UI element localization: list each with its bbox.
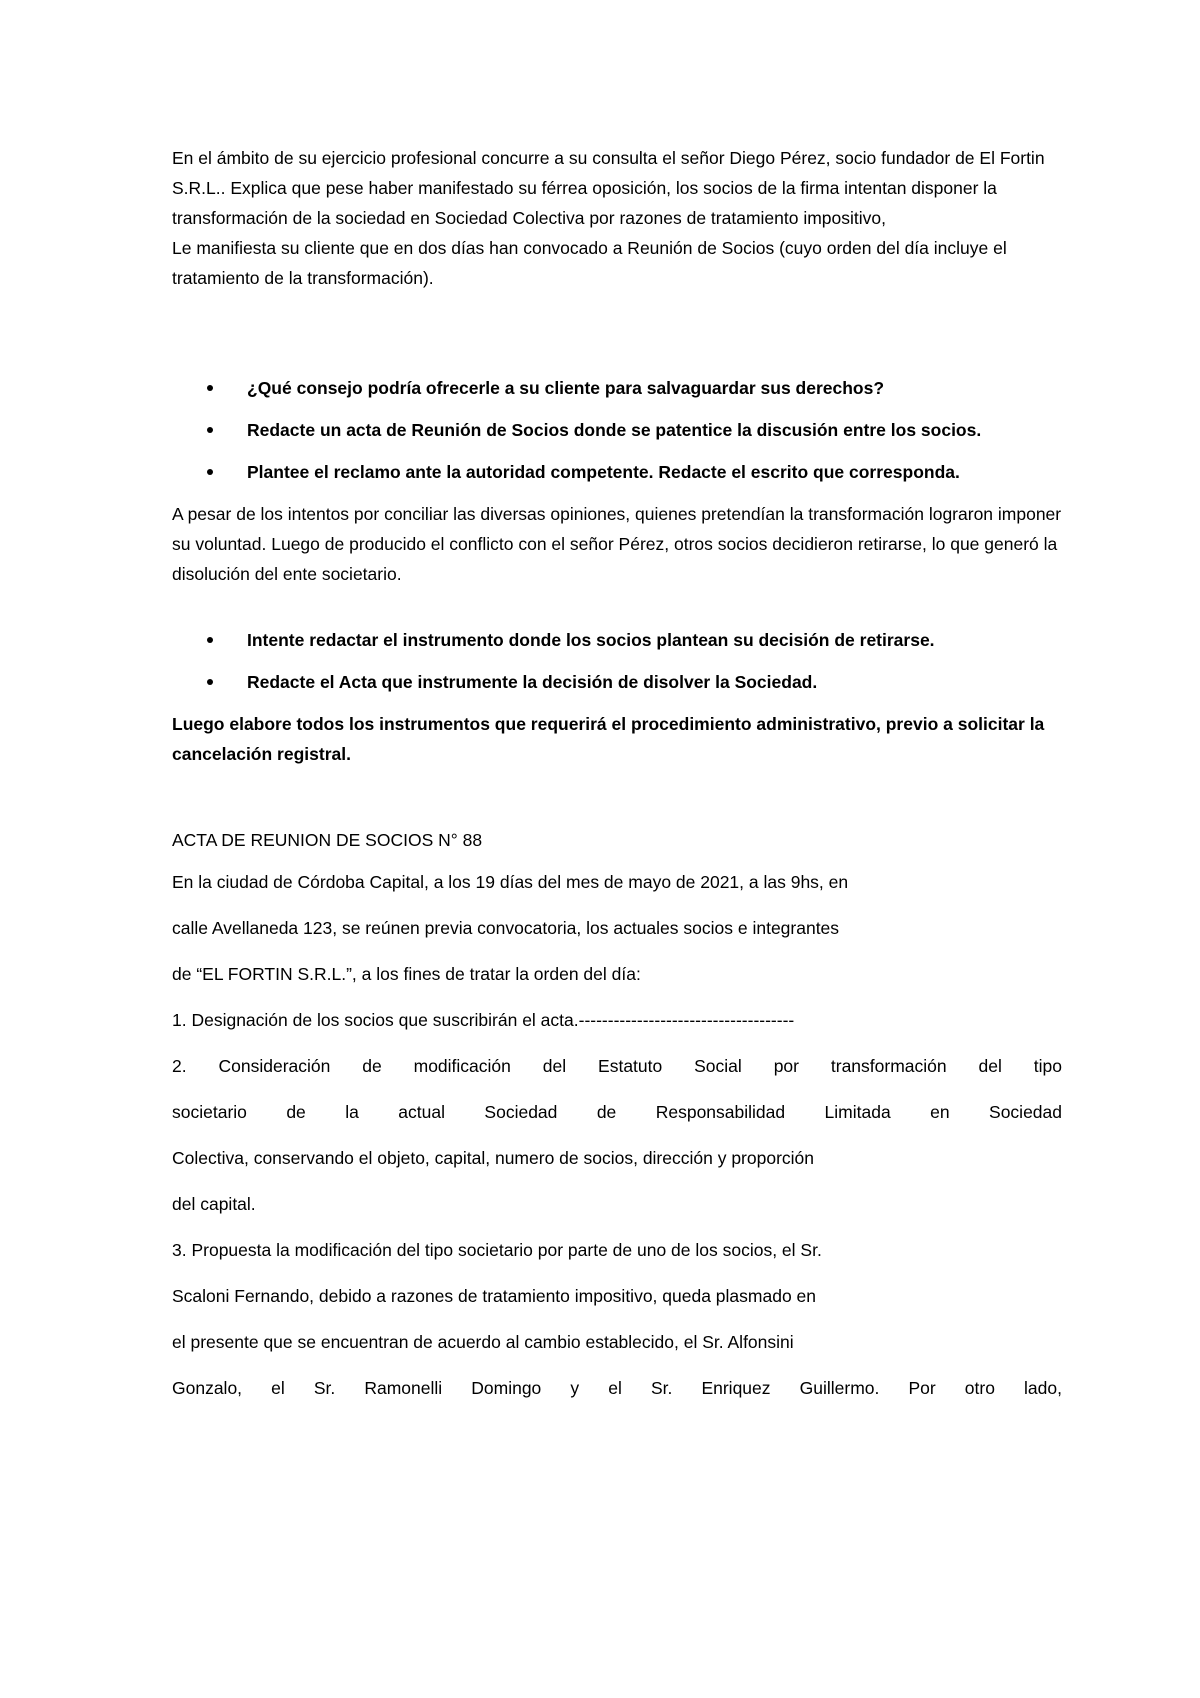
bullet-icon [207, 469, 213, 475]
bullet-icon [207, 679, 213, 685]
document-content [172, 143, 1062, 1419]
acta-line: Scaloni Fernando, debido a razones de tratamiento impositivo, queda plasmado en [172, 1286, 817, 1306]
question-list-2 [172, 625, 1062, 697]
acta-title: ACTA DE REUNION DE SOCIOS N° 88 [172, 830, 483, 850]
bullet-icon [207, 637, 213, 643]
acta-line: Colectiva, conservando el objeto, capital, numero de socios, dirección y proporción [172, 1148, 815, 1168]
acta-line: Gonzalo, el Sr. Ramonelli Domingo y el Sr. Enriquez Guillermo. Por otro lado, [172, 1378, 1062, 1398]
list-item: ¿Qué consejo podría ofrecerle a su cliente para salvaguardar sus derechos? [172, 373, 1062, 403]
question-list-1 [172, 373, 1062, 487]
acta-line: calle Avellaneda 123, se reúnen previa convocatoria, los actuales socios e integrantes [172, 918, 840, 938]
acta-line: societario de la actual Sociedad de Responsabilidad Limitada en Sociedad [172, 1102, 1062, 1122]
bullet-icon [207, 385, 213, 391]
acta-line: de “EL FORTIN S.R.L.”, a los fines de tratar la orden del día: [172, 964, 641, 984]
list-item: Redacte el Acta que instrumente la decisión de disolver la Sociedad. [172, 667, 1062, 697]
list-item: Plantee el reclamo ante la autoridad competente. Redacte el escrito que corresponda. [172, 457, 1062, 487]
list-item: Redacte un acta de Reunión de Socios donde se patentice la discusión entre los socios. [172, 415, 1062, 445]
acta-line: 2. Consideración de modificación del Estatuto Social por transformación del tipo [172, 1056, 1062, 1076]
acta-line: En la ciudad de Córdoba Capital, a los 19 días del mes de mayo de 2021, a las 9hs, en [172, 872, 849, 892]
closing-paragraph: Luego elabore todos los instrumentos que requerirá el procedimiento administrativo, previo a solicitar la cancelación registral. [172, 714, 1045, 764]
bullet-icon [207, 427, 213, 433]
acta-line: 1. Designación de los socios que suscribirán el acta.------------------------------------- [172, 1010, 795, 1030]
list-item: Intente redactar el instrumento donde los socios plantean su decisión de retirarse. [172, 625, 1062, 655]
intro-paragraph-2: Le manifiesta su cliente que en dos días han convocado a Reunión de Socios (cuyo orden del día incluye el tratamiento de la transformación). [172, 238, 1007, 288]
middle-paragraph: A pesar de los intentos por conciliar las diversas opiniones, quienes pretendían la transformación lograron imponer su voluntad. Luego de producido el conflicto con el señor Pérez, otros socios decidieron retirarse, lo que generó la disolución del ente societario. [172, 504, 1062, 584]
acta-line: 3. Propuesta la modificación del tipo societario por parte de uno de los socios, el Sr. [172, 1240, 822, 1260]
acta-line: el presente que se encuentran de acuerdo al cambio establecido, el Sr. Alfonsini [172, 1332, 794, 1352]
intro-paragraph: En el ámbito de su ejercicio profesional concurre a su consulta el señor Diego Pérez, socio fundador de El Fortin S.R.L.. Explica que pese haber manifestado su férrea oposición, los socios de la firma intentan disponer la transformación de la sociedad en Sociedad Colectiva por razones de tratamiento impositivo, [172, 148, 1045, 228]
acta-line: del capital. [172, 1194, 256, 1214]
acta-section [172, 825, 1062, 1403]
